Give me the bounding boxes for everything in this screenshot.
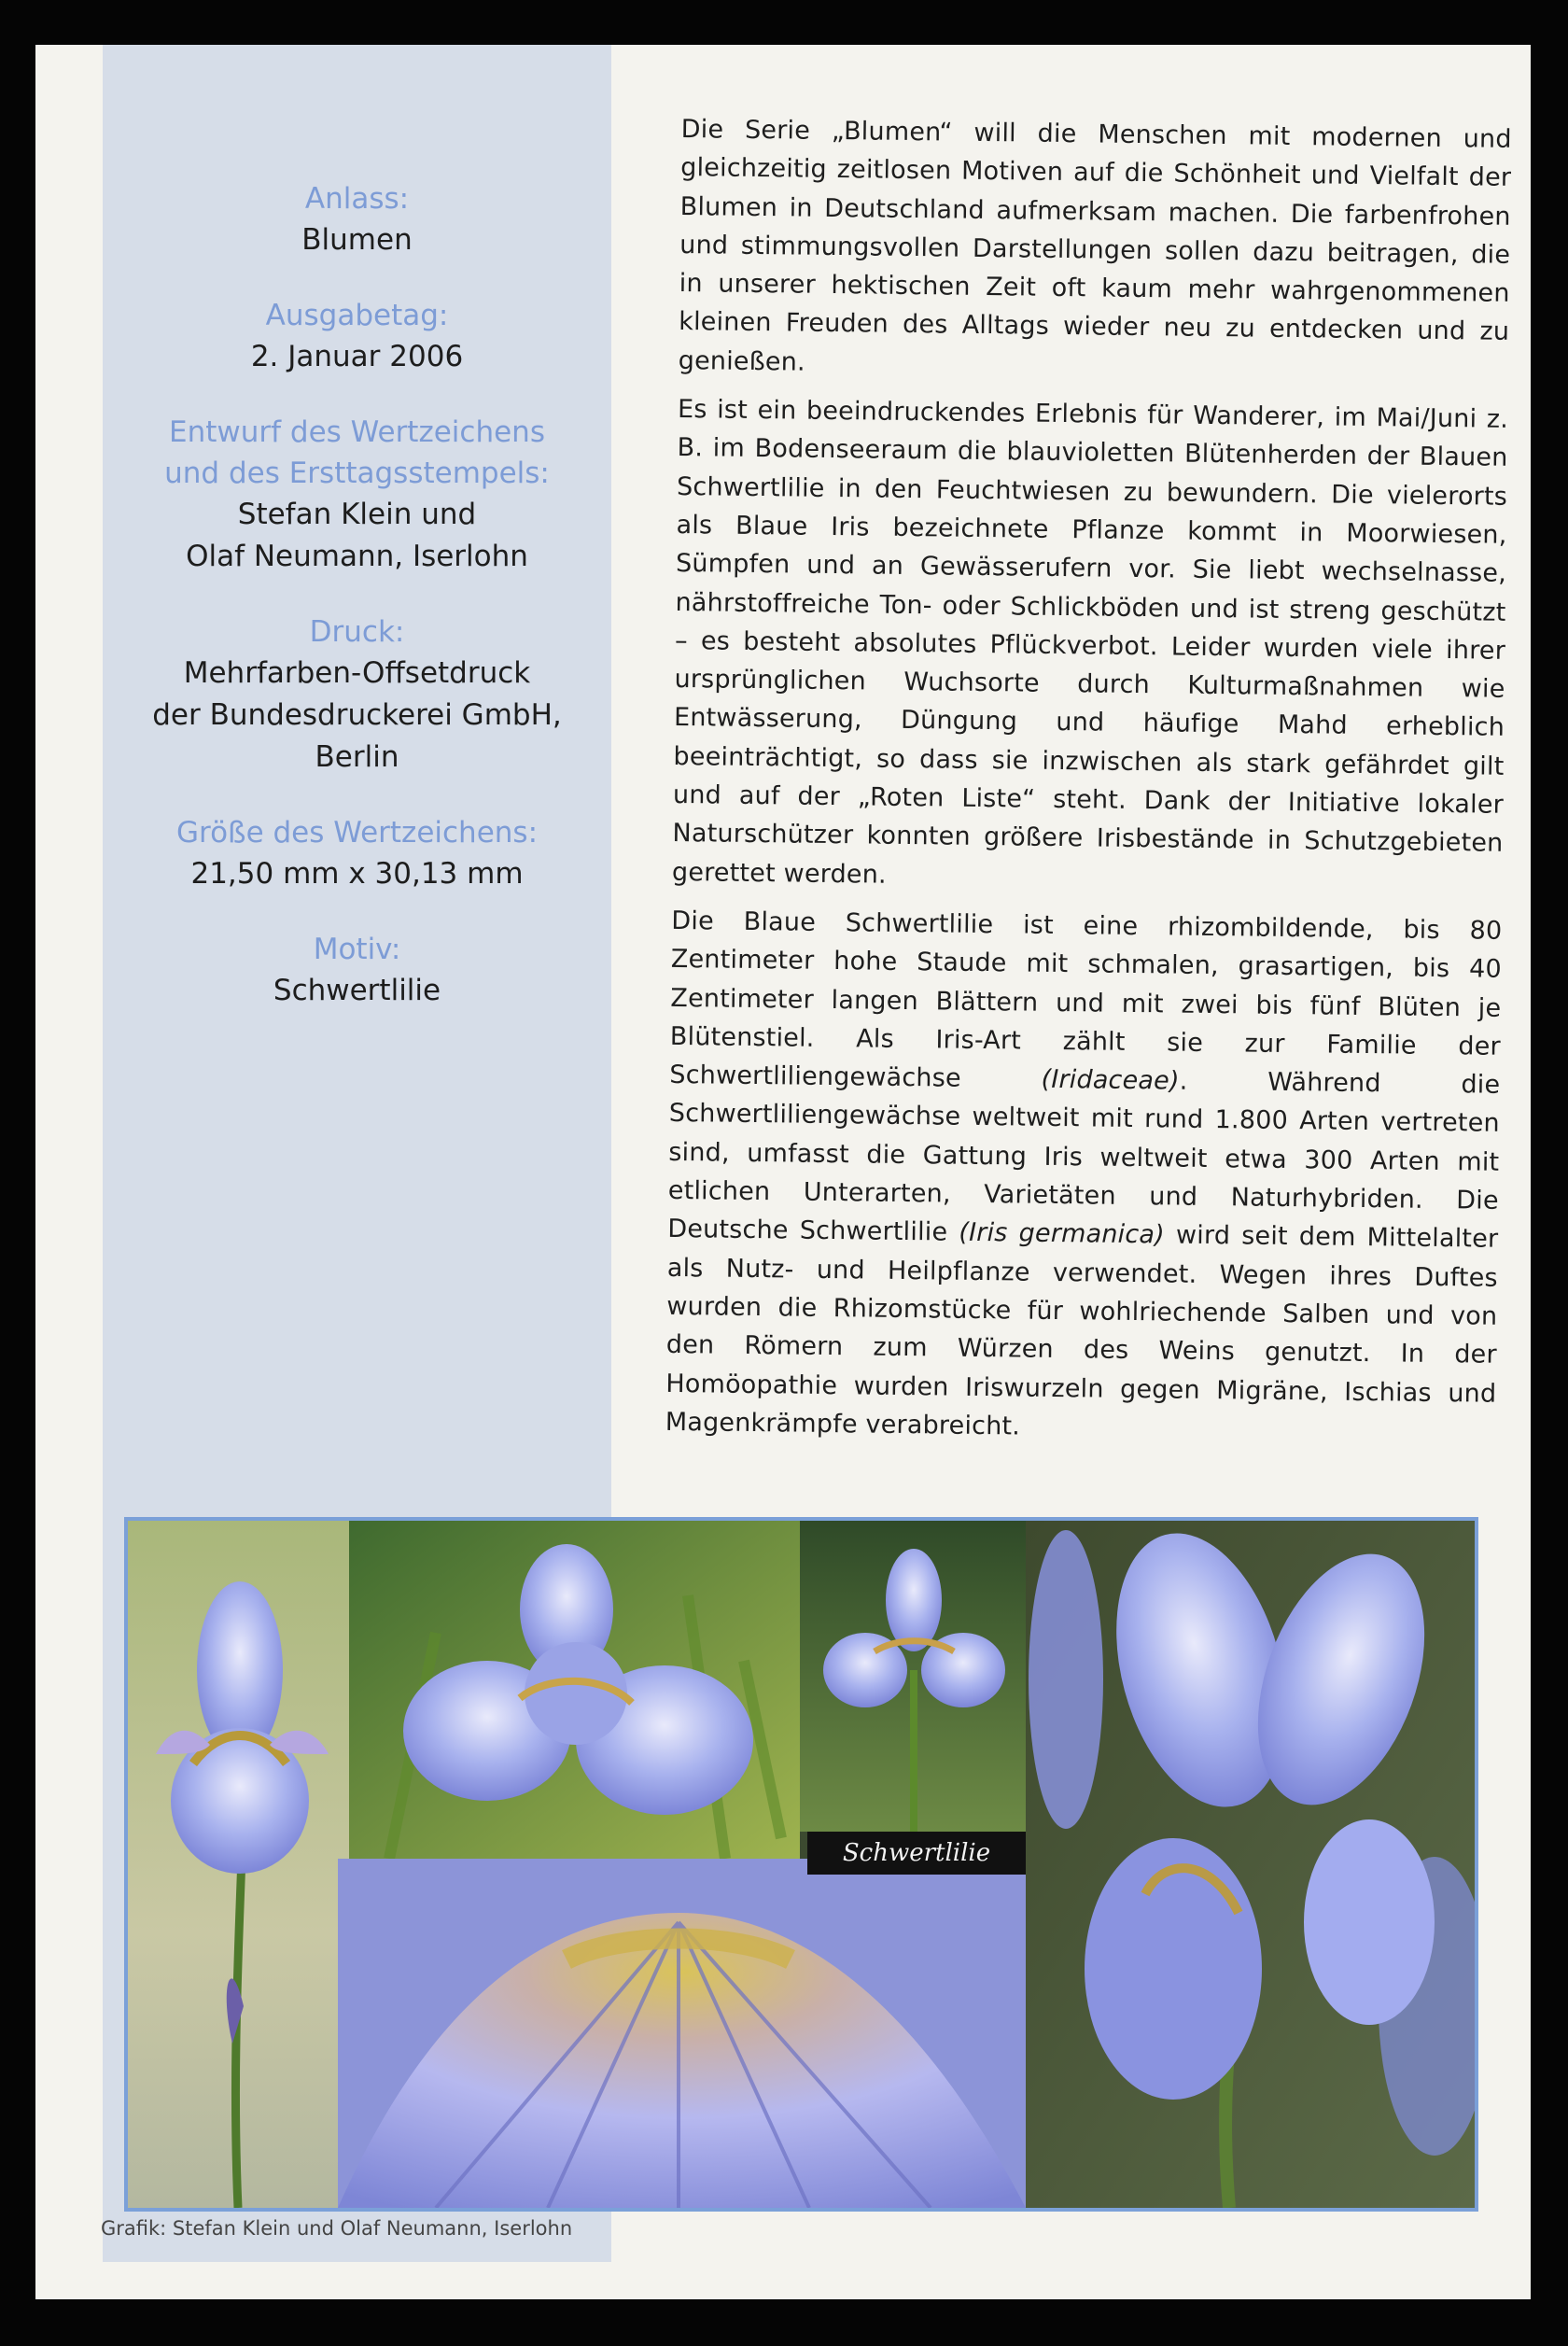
paragraph-3-part-c: . Während die Schwertliliengewächse weltweit mit rund 1.800 Arten vertreten sind, umfasst die Gattung Iris weltweit etwa 300 Arten mit etlichen Unterarten, Varietäten und Naturhybriden. Die Deutsche Schwertlilie xyxy=(667,1066,1501,1248)
iris-photo-collage xyxy=(124,1517,1478,2212)
occasion-label: Anlass: xyxy=(304,182,410,216)
design-block xyxy=(103,412,611,578)
issue-date-value: 2. Januar 2006 xyxy=(250,340,464,373)
issue-date-block xyxy=(103,295,611,378)
design-label-line-2: und des Ersttagsstempels: xyxy=(164,457,550,490)
design-label-line-1: Entwurf des Wertzeichens xyxy=(169,415,545,449)
gallery-caption: Schwertlilie xyxy=(807,1832,1026,1875)
motif-block xyxy=(103,929,611,1012)
paragraph-3-part-a: Die Blaue Schwertlilie ist eine rhizombildende, bis 80 Zentimeter hohe Staude mit schmalen, grasartigen, bis 40 Zentimeter langen Blättern und mit zwei bis fünf Blüten je Blütenstiel. Als Iris-Art zählt sie zur Familie der Schwertliliengewächse xyxy=(669,906,1503,1094)
issue-date-label: Ausgabetag: xyxy=(265,299,449,332)
family-latin-name: (Iridaceae) xyxy=(1041,1064,1180,1096)
article-paragraph-1: Die Serie „Blumen“ will die Menschen mit modernen und gleichzeitig zeitlosen Motiven auf die Schönheit und Vielfalt der Blumen in Deutschland aufmerksam machen. Die farbenfrohen und stimmungsvollen Darstellungen sollen dazu beitragen, die in unserer hektischen Zeit oft kaum mehr wahrgenommenen kleinen Freuden des Alltags wieder neu zu entdecken und zu genießen. xyxy=(678,114,1512,377)
occasion-block xyxy=(103,178,611,261)
occasion-value: Blumen xyxy=(301,223,413,257)
image-credit: Grafik: Stefan Klein und Olaf Neumann, Iserlohn xyxy=(101,2217,573,2240)
print-value-line-3: Berlin xyxy=(315,740,399,774)
print-value-line-2: der Bundesdruckerei GmbH, xyxy=(152,698,562,732)
article-body xyxy=(665,110,1511,1462)
motif-label: Motiv: xyxy=(313,933,401,966)
article-paragraph-2: Es ist ein beeindruckendes Erlebnis für Wanderer, im Mai/Juni z. B. im Bodenseeraum die blauvioletten Blütenherden der Blauen Schwertlilie in den Feuchtwiesen zu bewundern. Die vielerorts als Blaue Iris bezeichnete Pflanze kommt in Moorwiesen, Sümpfen und an Gewässerufern vor. Sie liebt wechselnasse, nährstoffreiche Ton- oder Schlickböden und ist streng geschützt – es besteht absolutes Pflückverbot. Leider wurden viele ihrer ursprünglichen Wuchsorte durch Kulturmaßnahmen wie Entwässerung, Düngung und häufige Mahd erheblich beeinträchtigt, so dass sie inzwischen als stark gefährdet gilt und auf der „Roten Liste“ steht. Dank der Initiative lokaler Naturschützer konnten größere Irisbestände in Schutzgebieten gerettet werden. xyxy=(671,395,1509,890)
issue-details xyxy=(103,178,611,1046)
species-latin-name: (Iris germanica) xyxy=(959,1218,1166,1250)
motif-value: Schwertlilie xyxy=(273,974,441,1007)
size-value: 21,50 mm x 30,13 mm xyxy=(190,857,524,891)
article-paragraph-3 xyxy=(665,902,1503,1452)
size-label: Größe des Wertzeichens: xyxy=(175,816,539,850)
print-block xyxy=(103,611,611,779)
paragraph-3-part-e: wird seit dem Mittelalter als Nutz- und Heilpflanze verwendet. Wegen ihres Duftes wurden die Rhizomstücke für wohlriechende Salben und von den Römern zum Würzen des Weins genutzt. In der Homöopathie wurden Iriswurzeln gegen Migräne, Ischias und Magenkrämpfe verabreicht. xyxy=(665,1220,1499,1441)
print-label: Druck: xyxy=(309,615,405,649)
print-value-line-1: Mehrfarben-Offsetdruck xyxy=(183,656,531,690)
design-value-line-2: Olaf Neumann, Iserlohn xyxy=(186,540,528,573)
size-block xyxy=(103,812,611,895)
design-value-line-1: Stefan Klein und xyxy=(237,498,477,531)
iris-photo-collage-art xyxy=(128,1521,1475,2208)
